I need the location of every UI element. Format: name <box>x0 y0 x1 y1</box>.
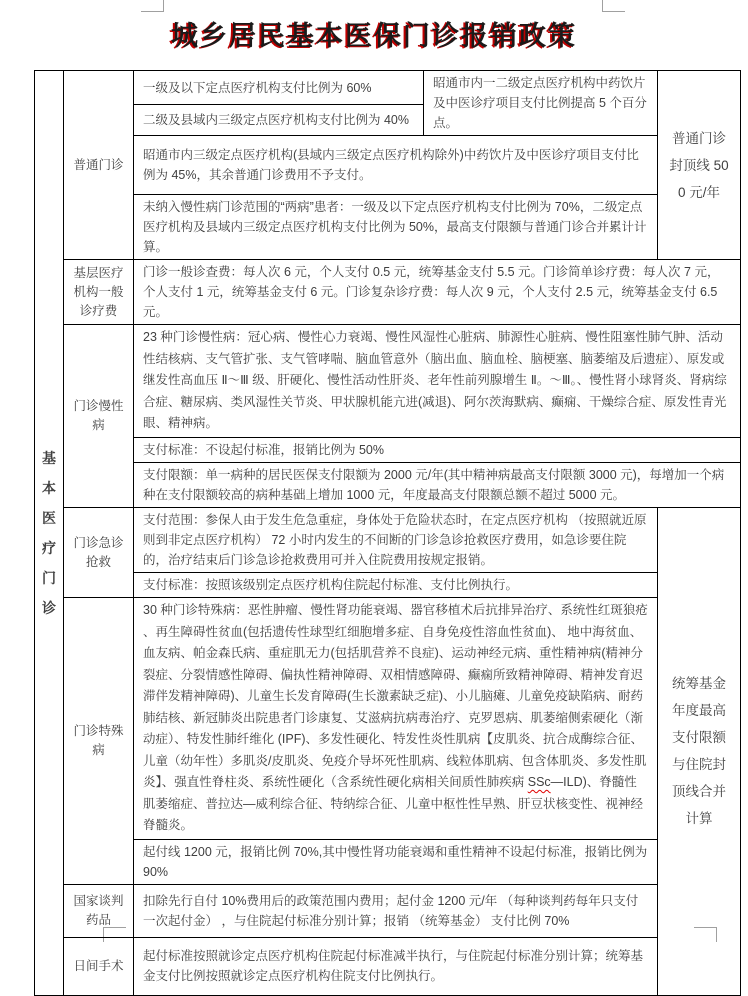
cell-annual-cap-note: 统筹基金年度最高支付限额与住院封顶线合并计算 <box>658 508 741 996</box>
cell-emergency-standard: 支付标准：按照该级别定点医疗机构住院起付标准、支付比例执行。 <box>134 573 658 598</box>
section-label-chronic-disease: 门诊慢性病 <box>64 325 134 508</box>
document-title: 城乡居民基本医保门诊报销政策 <box>171 21 577 52</box>
cell-two-diseases: 未纳入慢性病门诊范围的“两病”患者：一级及以下定点医疗机构支付比例为 70%，二级定点医疗机构及县域内三级定点医疗机构支付比例为 50%，最高支付限额与普通门诊合并累计计算。 <box>134 195 658 260</box>
cell-special-disease-list <box>134 598 658 840</box>
ssc-term-spellcheck: SSc <box>527 775 551 789</box>
cell-special-disease-standard: 起付线 1200 元，报销比例 70%,其中慢性肾功能衰竭和重性精神不设起付标准，报销比例为 90% <box>134 839 658 884</box>
special-disease-list-part2: —ILD)、脊髓性肌萎缩症、普拉达—威利综合征、特纳综合征、儿童中枢性性早熟、肝豆状核变性、视神经脊髓炎。 <box>143 775 644 832</box>
cell-level2-ratio: 二级及县域内三级定点医疗机构支付比例为 40% <box>134 105 424 136</box>
cell-chronic-payment-standard: 支付标准：不设起付标准，报销比例为 50% <box>134 438 741 463</box>
row-group-header-basic-outpatient <box>35 71 64 996</box>
section-label-day-surgery: 日间手术 <box>64 937 134 995</box>
policy-table <box>34 70 741 996</box>
cell-tcm-bonus: 昭通市内一二级定点医疗机构中药饮片及中医诊疗项目支付比例提高 5 个百分点。 <box>424 71 658 136</box>
section-label-special-disease: 门诊特殊病 <box>64 598 134 885</box>
cell-level3-ratio: 昭通市内三级定点医疗机构(县域内三级定点医疗机构除外)中药饮片及中医诊疗项目支付比例为 45%，其余普通门诊费用不予支付。 <box>134 136 658 195</box>
cell-negotiated-drugs-policy: 扣除先行自付 10%费用后的政策范围内费用；起付金 1200 元/年 （每种谈判药每年只支付一次起付金） ，与住院起付标准分别计算；报销 （统筹基金） 支付比例 70% <box>134 884 658 937</box>
cell-chronic-payment-limit: 支付限额：单一病种的居民医保支付限额为 2000 元/年(其中精神病最高支付限额 3000 元)，每增加一个病种在支付限额较高的病种基础上增加 1000 元，年度最高支付限额总额不超过 5000 元。 <box>134 463 741 508</box>
cell-general-treatment-fee: 门诊一般诊查费：每人次 6 元，个人支付 0.5 元，统筹基金支付 5.5 元。门诊简单诊疗费：每人次 7 元，个人支付 1 元，统筹基金支付 6 元。门诊复杂诊疗费：每人次 9 元，个人支付 2.5 元，统筹基金支付 6.5 元。 <box>134 260 741 325</box>
crop-mark-top-right-icon <box>602 0 625 12</box>
cell-chronic-disease-list: 23 种门诊慢性病：冠心病、慢性心力衰竭、慢性风湿性心脏病、肺源性心脏病、慢性阻塞性肺气肿、活动性结核病、支气管扩张、支气管哮喘、脑血管意外（脑出血、脑血栓、脑梗塞、脑萎缩及后遗症）、原发或继发性高血压 Ⅱ～Ⅲ 级、肝硬化、慢性活动性肝炎、老年性前列腺增生 Ⅱ。～Ⅲ。、慢性肾小球肾炎、肾病综合症、糖尿病、类风湿性关节炎、甲状腺机能亢进(减退)、阿尔茨海默病、癫痫、干燥综合症、原发性青光眼、精神病。 <box>134 325 741 438</box>
section-label-general-outpatient: 普通门诊 <box>64 71 134 260</box>
cell-general-outpatient-cap: 普通门诊封顶线 500 元/年 <box>658 71 741 260</box>
section-label-primary-care-fee: 基层医疗机构一般诊疗费 <box>64 260 134 325</box>
special-disease-list-part1: 30 种门诊特殊病：恶性肿瘤、慢性肾功能衰竭、器官移植术后抗排异治疗、系统性红斑狼疮 、再生障碍性贫血(包括遗传性球型红细胞增多症、自身免疫性溶血性贫血)、 地中海贫血、血友病、帕金森氏病、重症肌无力(包括肌营养不良症)、运动神经元病、重性精神病(精神分裂症、分裂情感性障碍、偏执性精神障碍、双相情感障碍、癫痫所致精神障碍、精神发育迟滞伴发精神障碍)、儿童生长发育障碍(生长激素缺乏症)、小儿脑瘫、儿童免疫缺陷病、耐药肺结核、新冠肺炎出院患者门诊康复、艾滋病抗病毒治疗、克罗恩病、肌萎缩侧索硬化（渐动症）、特发性肺纤维化 (IPF)、多发性硬化、特发性炎性肌病【皮肌炎、抗合成酶综合征、儿童（幼年性）多肌炎/皮肌炎、免疫介导坏死性肌病、线粒体肌病、包含体肌炎、多发性肌炎】、强直性脊柱炎、系统性硬化（含系统性硬化病相关间质性肺疾病 <box>143 603 648 789</box>
vertical-header-text: 基本医疗门诊 <box>42 449 56 616</box>
cell-emergency-scope: 支付范围：参保人由于发生危急重症，身体处于危险状态时，在定点医疗机构 （按照就近原则到非定点医疗机构） 72 小时内发生的不间断的门诊急诊抢救医疗费用，如急诊要住院的，治疗结束后门诊急诊抢救费用可并入住院费用按规定报销。 <box>134 508 658 573</box>
section-label-emergency-rescue: 门诊急诊抢救 <box>64 508 134 598</box>
cell-level1-ratio: 一级及以下定点医疗机构支付比例为 60% <box>134 71 424 105</box>
crop-mark-top-left-icon <box>141 0 164 12</box>
section-label-negotiated-drugs: 国家谈判药品 <box>64 884 134 937</box>
cell-day-surgery-policy: 起付标准按照就诊定点医疗机构住院起付标准减半执行，与住院起付标准分别计算；统筹基金支付比例按照就诊定点医疗机构住院支付比例执行。 <box>134 937 658 995</box>
